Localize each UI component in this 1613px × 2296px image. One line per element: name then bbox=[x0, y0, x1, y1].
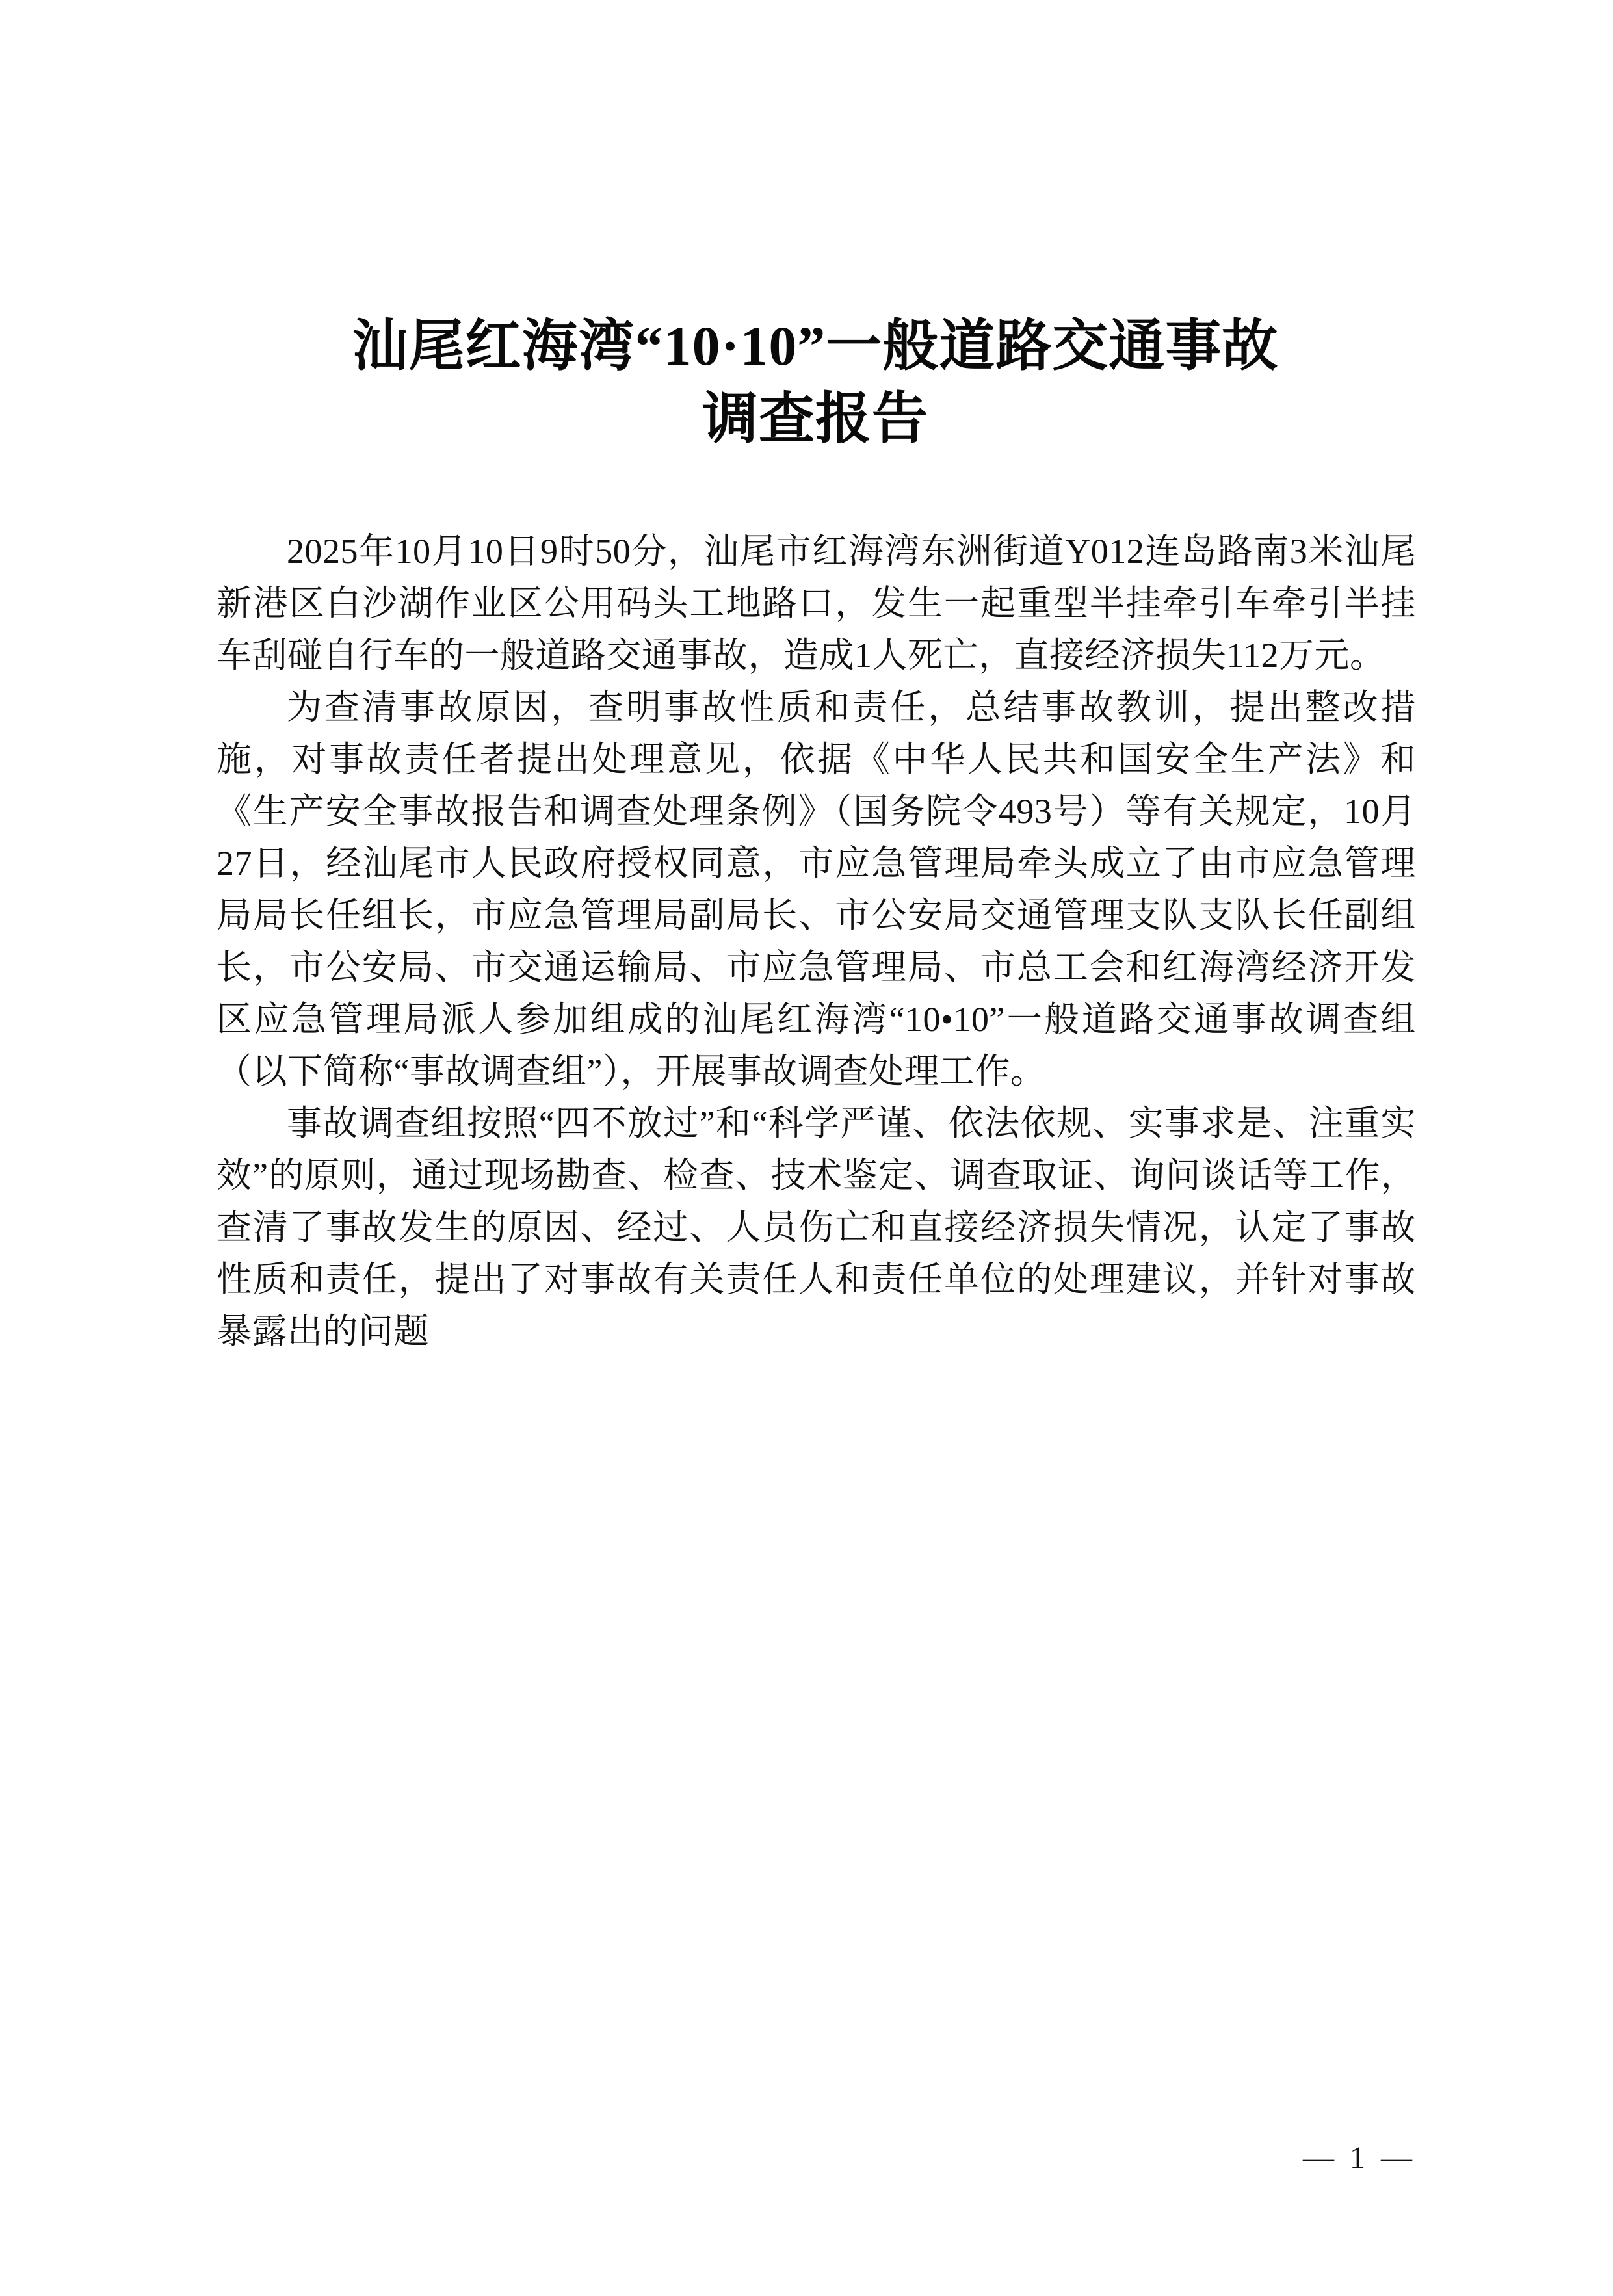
document-body bbox=[216, 525, 1416, 1357]
page-footer bbox=[216, 2139, 1416, 2178]
paragraph-investigation-basis: 为查清事故原因，查明事故性质和责任，总结事故教训，提出整改措施，对事故责任者提出处理意见，依据《中华人民共和国安全生产法》和《生产安全事故报告和调查处理条例》（国务院令493号）等有关规定，10月27日，经汕尾市人民政府授权同意，市应急管理局牵头成立了由市应急管理局局长任组长，市应急管理局副局长、市公安局交通管理支队支队长任副组长，市公安局、市交通运输局、市应急管理局、市总工会和红海湾经济开发区应急管理局派人参加组成的汕尾红海湾“10•10”一般道路交通事故调查组（以下简称“事故调查组”），开展事故调查处理工作。 bbox=[216, 688, 1416, 1091]
page-number: — 1 — bbox=[1303, 2141, 1416, 2175]
paragraph-investigation-process: 事故调查组按照“四不放过”和“科学严谨、依法依规、实事求是、注重实效”的原则，通过现场勘查、检查、技术鉴定、调查取证、询问谈话等工作，查清了事故发生的原因、经过、人员伤亡和直接经济损失情况，认定了事故性质和责任，提出了对事故有关责任人和责任单位的处理建议，并针对事故暴露出的问题 bbox=[216, 1104, 1416, 1351]
page-title-line-2: 调查报告 bbox=[702, 387, 928, 450]
paragraph-accident-summary: 2025年10月10日9时50分，汕尾市红海湾东洲街道Y012连岛路南3米汕尾新港区白沙湖作业区公用码头工地路口，发生一起重型半挂牵引车牵引半挂车刮碰自行车的一般道路交通事故，造成1人死亡，直接经济损失112万元。 bbox=[216, 532, 1416, 675]
page-title-line-1: 汕尾红海湾“10·10”一般道路交通事故 bbox=[352, 314, 1279, 377]
page-title bbox=[216, 309, 1414, 455]
